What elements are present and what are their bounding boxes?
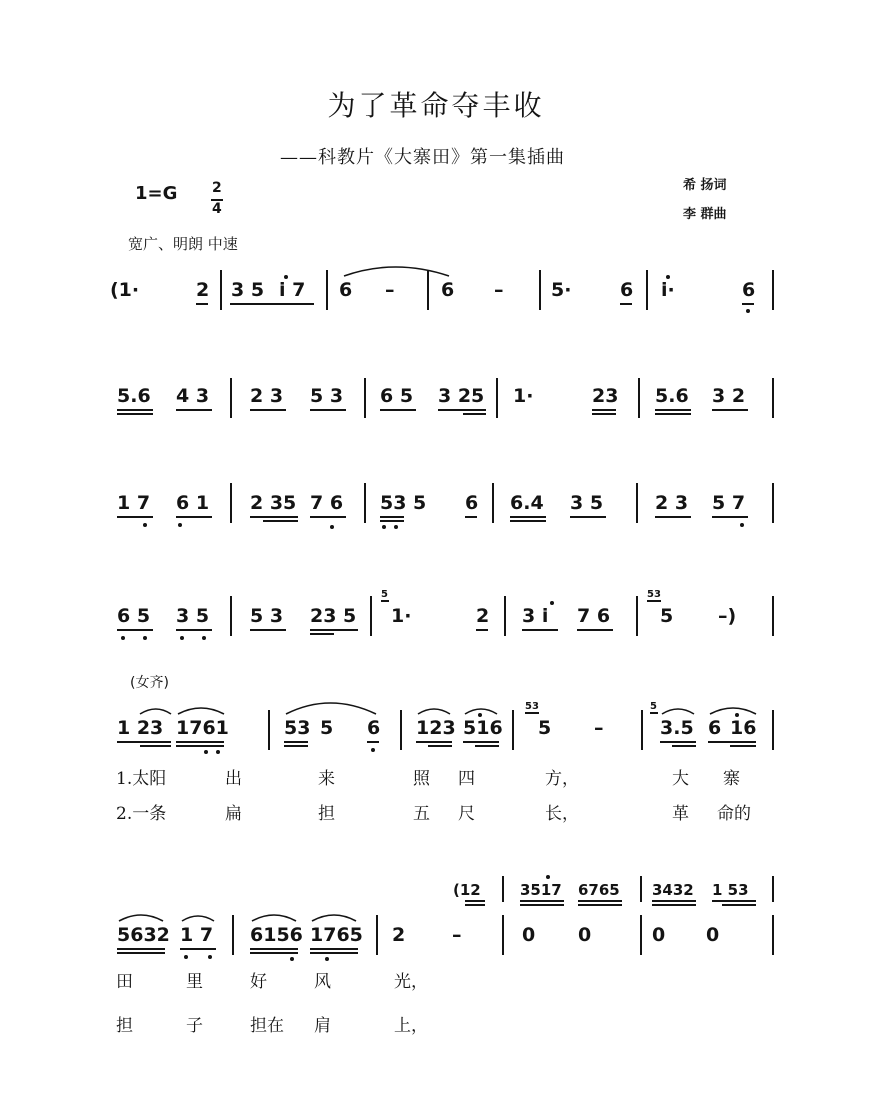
note: 2 xyxy=(196,279,210,301)
note: 3 5 xyxy=(176,605,210,627)
underline xyxy=(578,900,622,902)
underline xyxy=(463,413,486,415)
note: 3.5 xyxy=(660,717,694,739)
underline xyxy=(655,409,691,411)
low-dot xyxy=(382,525,386,529)
lyric: 五 xyxy=(413,804,430,824)
lyric: 田 xyxy=(116,972,133,992)
lyric: 担在 xyxy=(250,1016,284,1036)
barline xyxy=(492,483,494,523)
barline xyxy=(230,483,232,523)
lyric: 革 xyxy=(672,804,689,824)
score-row-5 xyxy=(0,690,872,770)
note: – xyxy=(494,279,504,301)
note: 1· xyxy=(391,605,412,627)
lyric: 扁 xyxy=(225,804,242,824)
lyric: 1.太阳 xyxy=(116,769,167,789)
barline xyxy=(772,596,774,636)
note: 16 xyxy=(730,717,757,739)
underline xyxy=(592,413,616,415)
underline xyxy=(117,516,153,518)
note: 6 5 xyxy=(380,385,414,407)
note: – xyxy=(385,279,395,301)
key-signature: 1=G xyxy=(135,183,178,204)
note: 1 23 xyxy=(117,717,164,739)
note: 6156 xyxy=(250,924,303,946)
lyric: 长， xyxy=(545,804,579,824)
lyric: 风 xyxy=(314,972,331,992)
note: 1 7 xyxy=(117,492,151,514)
lyric: 方， xyxy=(545,769,579,789)
high-dot xyxy=(546,875,550,879)
underline xyxy=(570,516,606,518)
note: 2 xyxy=(392,924,406,946)
lyric: 上， xyxy=(394,1016,428,1036)
underline xyxy=(438,409,486,411)
underline xyxy=(117,629,153,631)
underline xyxy=(522,629,558,631)
note: 5 xyxy=(660,605,674,627)
barline xyxy=(496,378,498,418)
note: 2 3 xyxy=(250,385,284,407)
underline xyxy=(380,520,404,522)
note: 1· xyxy=(513,385,534,407)
lyric: 四 xyxy=(458,769,475,789)
underline xyxy=(176,516,212,518)
note: (1· xyxy=(110,279,140,301)
low-dot xyxy=(394,525,398,529)
note: 4 3 xyxy=(176,385,210,407)
note: 5· xyxy=(551,279,572,301)
note: 1 53 xyxy=(712,881,749,899)
note: 0 xyxy=(652,924,666,946)
note: 6 5 xyxy=(117,605,151,627)
note: 7 6 xyxy=(310,492,344,514)
lyric: 照 xyxy=(413,769,430,789)
note: 3432 xyxy=(652,881,694,899)
grace-note: 53 xyxy=(647,589,661,600)
note: 3517 xyxy=(520,881,562,899)
underline xyxy=(117,413,153,415)
note: i· xyxy=(661,279,675,301)
note: 6 xyxy=(708,717,722,739)
lyric: 肩 xyxy=(314,1016,331,1036)
note: 3 5 xyxy=(570,492,604,514)
time-signature-numerator: 2 xyxy=(212,180,222,196)
note: 1765 xyxy=(310,924,363,946)
note: 6 xyxy=(465,492,479,514)
underline xyxy=(380,516,404,518)
note: 5 xyxy=(538,717,552,739)
underline xyxy=(250,516,298,518)
note: 6 xyxy=(742,279,756,301)
barline xyxy=(638,378,640,418)
note: 5 3 xyxy=(310,385,344,407)
low-dot xyxy=(202,636,206,640)
note: 6765 xyxy=(578,881,620,899)
low-dot xyxy=(143,636,147,640)
underline xyxy=(310,409,346,411)
underline xyxy=(176,629,212,631)
note: 123 xyxy=(416,717,456,739)
underline xyxy=(465,516,477,518)
slur-arcs xyxy=(0,690,872,770)
low-dot xyxy=(180,636,184,640)
note: 7 6 xyxy=(577,605,611,627)
page-subtitle: ——科教片《大寨田》第一集插曲 xyxy=(280,147,565,168)
score-row-3 xyxy=(0,483,872,543)
note: 5 xyxy=(320,717,334,739)
barline xyxy=(636,596,638,636)
barline xyxy=(230,596,232,636)
underline xyxy=(652,900,696,902)
note: 2 xyxy=(476,605,490,627)
barline xyxy=(364,483,366,523)
note: 5.6 xyxy=(655,385,689,407)
underline xyxy=(250,409,286,411)
underline xyxy=(263,520,298,522)
note: – xyxy=(452,924,462,946)
low-dot xyxy=(740,523,744,527)
note: –) xyxy=(718,605,737,627)
lyric: 2.一条 xyxy=(116,804,167,824)
lyricist-credit: 希 扬词 xyxy=(683,178,727,193)
underline xyxy=(310,516,346,518)
underline xyxy=(510,520,546,522)
note: 3 2 xyxy=(712,385,746,407)
note: 23 5 xyxy=(310,605,357,627)
low-dot xyxy=(121,636,125,640)
grace-underline xyxy=(381,600,389,602)
note: 6.4 xyxy=(510,492,544,514)
voice-marking: (女齐) xyxy=(130,675,169,691)
composer-credit: 李 群曲 xyxy=(683,207,727,222)
score-row-4 xyxy=(0,588,872,648)
barline xyxy=(504,596,506,636)
underline xyxy=(310,629,358,631)
barline xyxy=(502,876,504,902)
high-dot xyxy=(550,601,554,605)
note: 3 i xyxy=(522,605,549,627)
note: 6 xyxy=(367,717,381,739)
underline xyxy=(712,409,748,411)
lyrics-block-1 xyxy=(0,764,872,834)
grace-note: 5 xyxy=(650,701,657,712)
note: (12 xyxy=(453,881,481,899)
underline xyxy=(117,409,153,411)
tie-arc xyxy=(0,270,872,330)
lyric: 大 xyxy=(672,769,689,789)
underline xyxy=(655,516,691,518)
time-signature-denominator: 4 xyxy=(212,201,222,217)
score-row-1 xyxy=(0,270,872,330)
underline xyxy=(176,409,212,411)
note: 5.6 xyxy=(117,385,151,407)
slur-arcs xyxy=(0,905,872,965)
underline xyxy=(380,409,416,411)
note: 1761 xyxy=(176,717,229,739)
note: 0 xyxy=(522,924,536,946)
underline xyxy=(310,633,334,635)
low-dot xyxy=(330,525,334,529)
lyric: 子 xyxy=(186,1016,203,1036)
note: 1 7 xyxy=(180,924,214,946)
lyric: 好 xyxy=(250,972,267,992)
score-row-6 xyxy=(0,905,872,965)
note: 5632 xyxy=(117,924,170,946)
note: 0 xyxy=(578,924,592,946)
grace-note: 53 xyxy=(525,701,539,712)
note: 3 25 xyxy=(438,385,485,407)
barline xyxy=(636,483,638,523)
barline xyxy=(640,876,642,902)
underline xyxy=(592,409,616,411)
lyric: 担 xyxy=(116,1016,133,1036)
note: 5 7 xyxy=(712,492,746,514)
note: 6 xyxy=(620,279,634,301)
barline xyxy=(772,483,774,523)
note: 53 xyxy=(284,717,311,739)
barline xyxy=(772,378,774,418)
lyric: 出 xyxy=(225,769,242,789)
note: 6 xyxy=(441,279,455,301)
lyric: 尺 xyxy=(458,804,475,824)
underline xyxy=(712,516,748,518)
page-title: 为了革命夺丰收 xyxy=(327,89,545,122)
low-dot xyxy=(178,523,182,527)
underline xyxy=(476,629,488,631)
score-row-2 xyxy=(0,378,872,438)
note: 23 xyxy=(592,385,619,407)
lyric: 命的 xyxy=(717,804,751,824)
underline xyxy=(655,413,691,415)
note: 5 3 xyxy=(250,605,284,627)
note: 6 1 xyxy=(176,492,210,514)
note: 53 xyxy=(380,492,407,514)
note: 0 xyxy=(706,924,720,946)
barline xyxy=(230,378,232,418)
underline xyxy=(465,900,485,902)
note: 6 xyxy=(339,279,353,301)
tempo-marking: 宽广、明朗 中速 xyxy=(128,235,238,253)
underline xyxy=(510,516,546,518)
lyric: 担 xyxy=(318,804,335,824)
note: i 7 xyxy=(279,279,306,301)
barline xyxy=(364,378,366,418)
note: 5 xyxy=(413,492,427,514)
note: – xyxy=(594,717,604,739)
lyric: 里 xyxy=(186,972,203,992)
lyric: 来 xyxy=(318,769,335,789)
barline xyxy=(370,596,372,636)
underline xyxy=(712,900,756,902)
barline xyxy=(772,876,774,902)
low-dot xyxy=(143,523,147,527)
underline xyxy=(250,629,286,631)
lyric: 光， xyxy=(394,972,428,992)
note: 2 35 xyxy=(250,492,297,514)
grace-underline xyxy=(647,600,661,602)
lyrics-block-2 xyxy=(0,967,872,1047)
underline xyxy=(577,629,613,631)
lyric: 寨 xyxy=(723,769,740,789)
note: 3 5 xyxy=(231,279,265,301)
grace-note: 5 xyxy=(381,589,388,600)
note: 516 xyxy=(463,717,503,739)
note: 2 3 xyxy=(655,492,689,514)
underline xyxy=(520,900,564,902)
